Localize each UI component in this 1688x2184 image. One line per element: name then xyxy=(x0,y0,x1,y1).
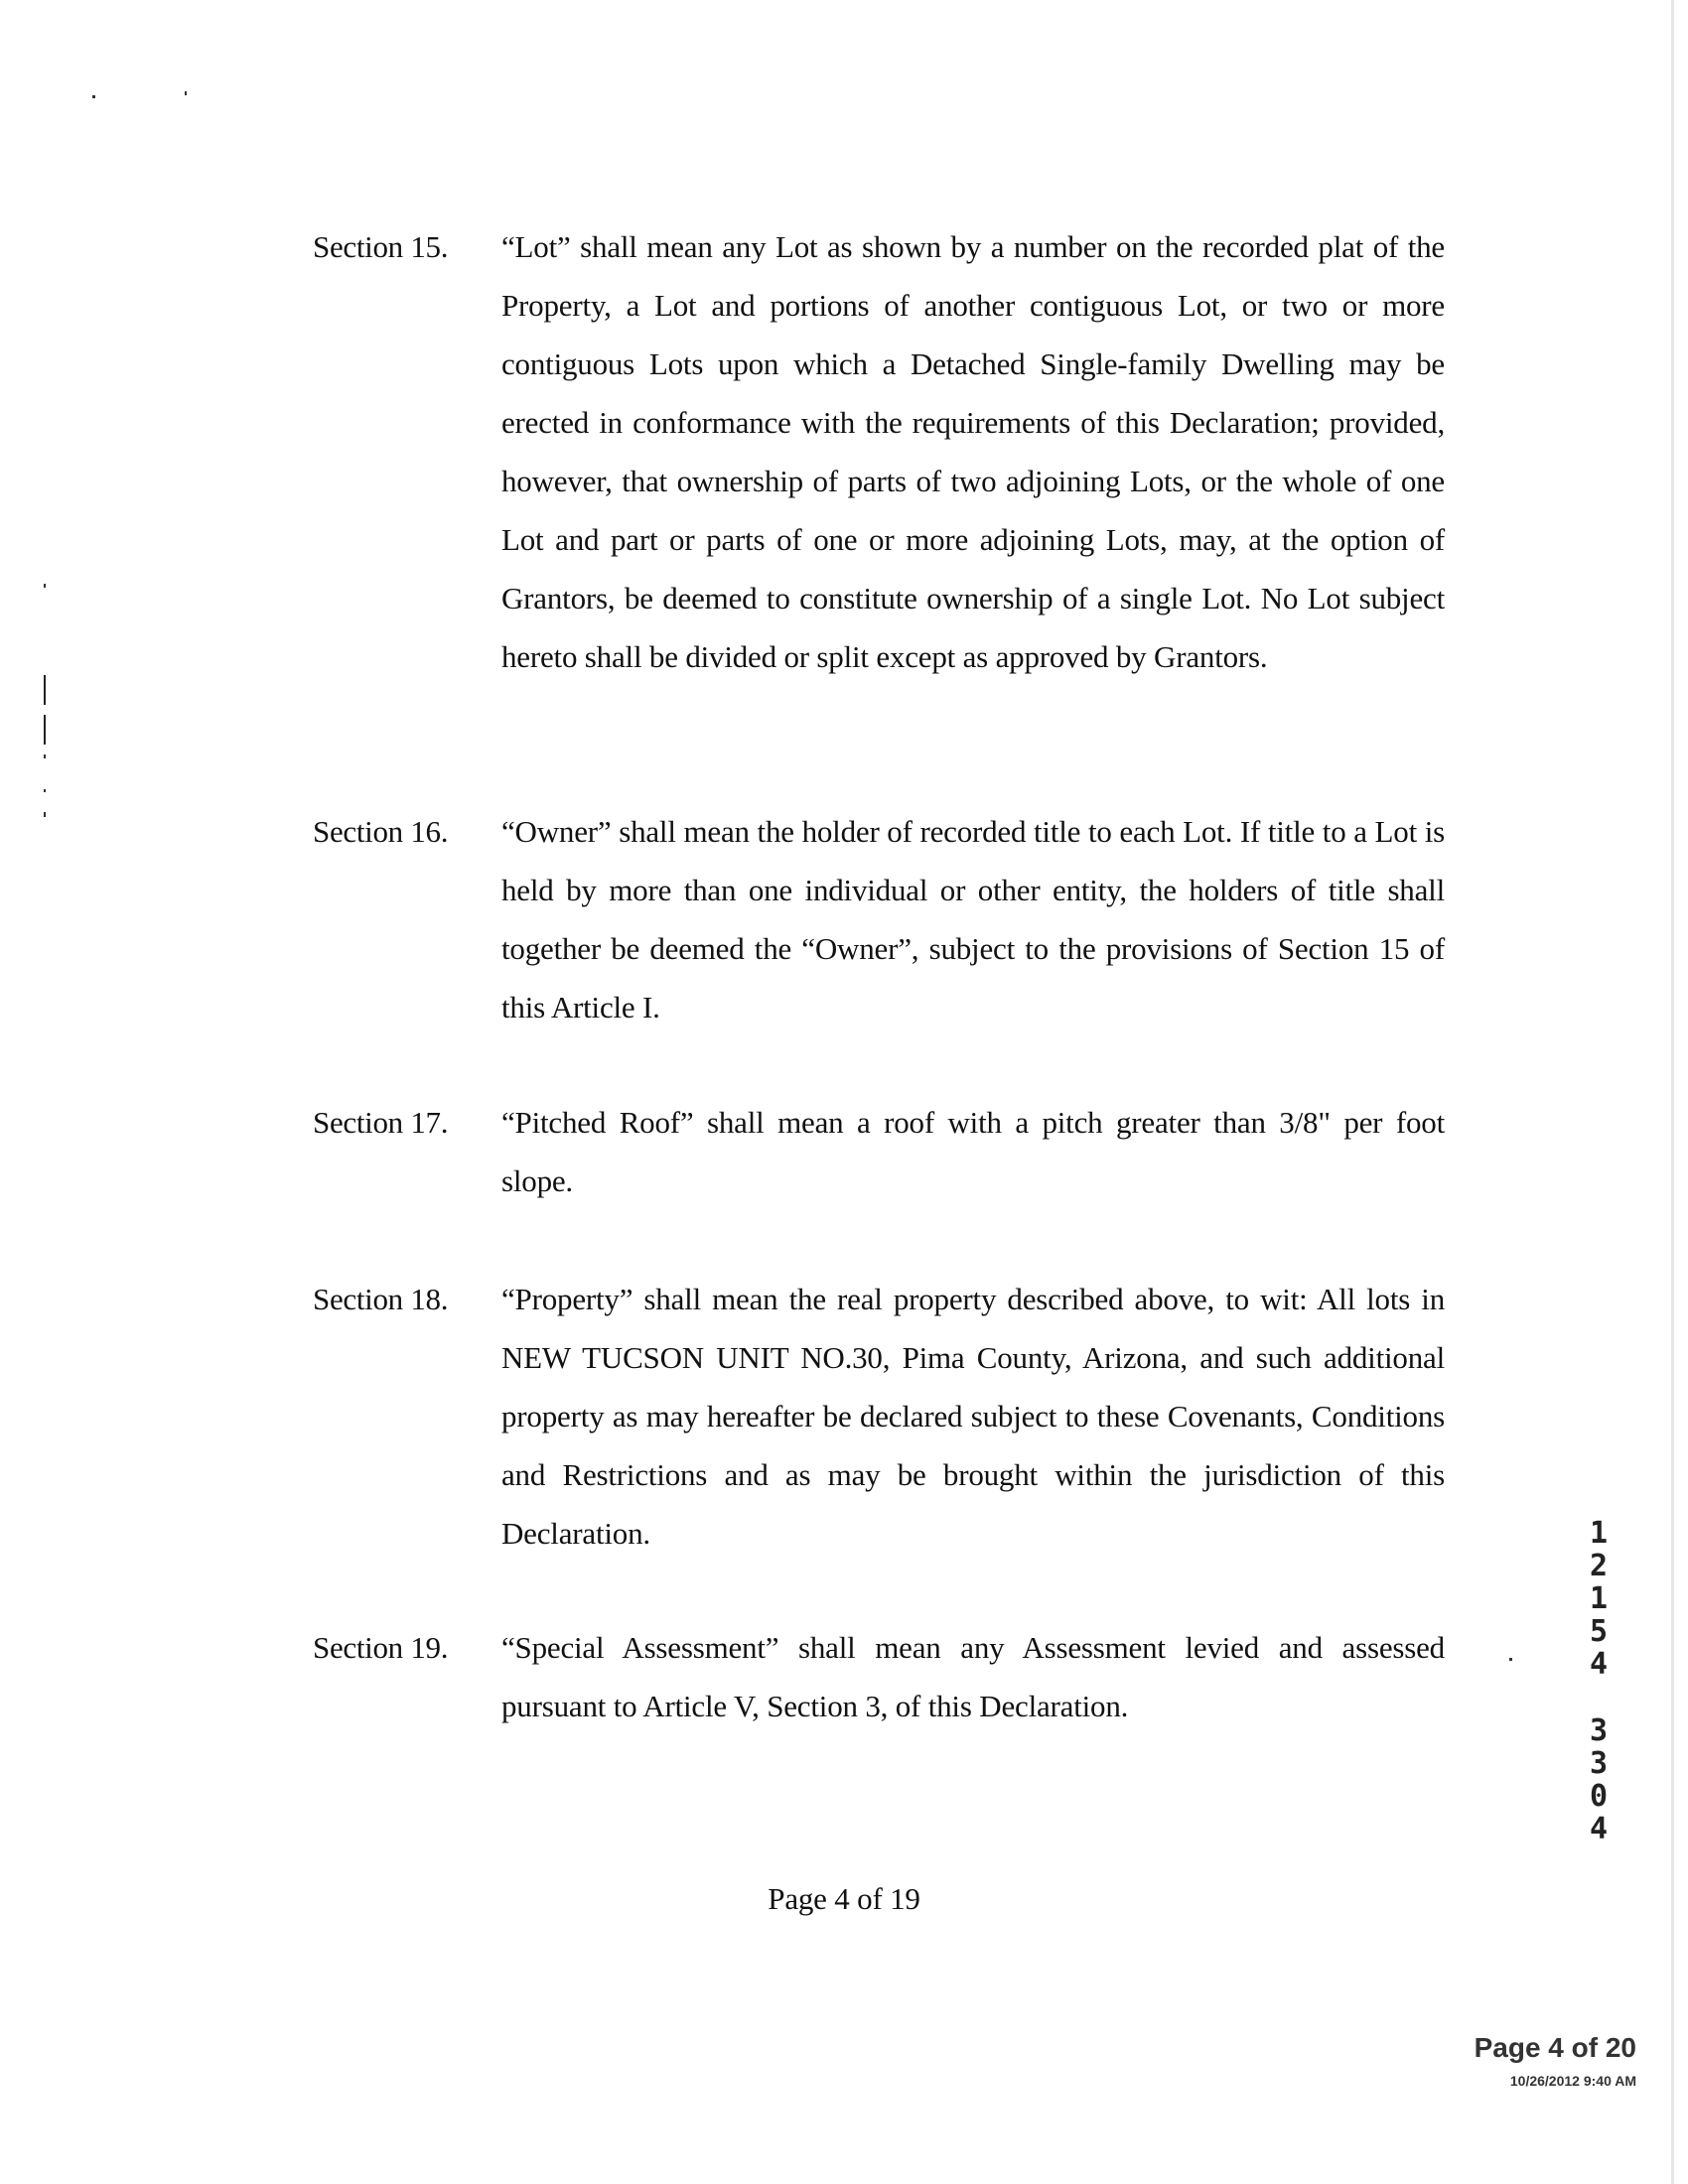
scan-mark xyxy=(44,715,46,745)
scan-speck xyxy=(44,584,46,588)
scan-speck xyxy=(44,789,46,792)
section-15 xyxy=(313,217,1445,753)
scan-edge xyxy=(1671,0,1674,2184)
section-label: Section 18. xyxy=(313,1282,449,1316)
scan-speck xyxy=(185,91,187,95)
scan-speck xyxy=(1509,1658,1512,1661)
scan-speck xyxy=(44,754,46,758)
section-16 xyxy=(313,802,1445,1040)
page-number-label: Page 4 of 19 xyxy=(768,1881,920,1916)
stamp-digit: 0 xyxy=(1589,1779,1609,1814)
stamp-digit: 1 xyxy=(1589,1516,1609,1551)
stamp-digit: 3 xyxy=(1589,1713,1609,1748)
scan-speck xyxy=(44,812,46,817)
section-label: Section 19. xyxy=(313,1630,449,1665)
stamp-digit: 4 xyxy=(1589,1647,1609,1682)
section-text: “Special Assessment” shall mean any Assessment levied and assessed pursuant to Article V, Section 3, of this Declaration. xyxy=(501,1630,1445,1723)
section-label: Section 16. xyxy=(313,814,449,849)
section-label: Section 17. xyxy=(313,1105,449,1140)
section-19 xyxy=(313,1618,1445,1737)
stamp-digit: 4 xyxy=(1589,1812,1609,1846)
section-text: “Property” shall mean the real property described above, to wit: All lots in NEW TUCSON UNIT NO.30, Pima County, Arizona, and such additional property as may hereafter be declared subject to these Covenants, Conditions and Restrictions and as may be brought within the jurisdiction of this Declaration. xyxy=(501,1282,1445,1551)
section-text: “Lot” shall mean any Lot as shown by a number on the recorded plat of the Property, a Lot and portions of another contiguous Lot, or two or more contiguous Lots upon which a Detached Single-family Dwelling may be erected in conformance with the requirements of this Declaration; provided, however, that ownership of parts of two adjoining Lots, or the whole of one Lot and part or parts of one or more adjoining Lots, may, at the option of Grantors, be deemed to constitute ownership of a single Lot. No Lot subject hereto shall be divided or split except as approved by Grantors. xyxy=(501,229,1445,674)
stamp-digit: 1 xyxy=(1589,1581,1609,1616)
page-number xyxy=(0,1881,1688,1917)
section-18 xyxy=(313,1270,1445,1568)
section-text: “Pitched Roof” shall mean a roof with a pitch greater than 3/8" per foot slope. xyxy=(501,1105,1445,1198)
section-17 xyxy=(313,1093,1445,1212)
recorder-timestamp: 10/26/2012 9:40 AM xyxy=(1509,2073,1636,2089)
scan-speck xyxy=(92,95,95,98)
stamp-digit: 5 xyxy=(1589,1614,1609,1649)
scan-mark xyxy=(44,675,46,705)
stamp-digit: 3 xyxy=(1589,1746,1609,1781)
recording-number-stamp-lower xyxy=(1569,1714,1628,1845)
section-text: “Owner” shall mean the holder of recorded title to each Lot. If title to a Lot is held by more than one individual or other entity, the holders of title shall together be deemed the “Owner”, subject to the provisions of Section 15 of this Article I. xyxy=(501,814,1445,1024)
recording-number-stamp xyxy=(1569,1517,1628,1681)
stamp-digit: 2 xyxy=(1589,1549,1609,1583)
section-label: Section 15. xyxy=(313,229,449,264)
recorder-page-number: Page 4 of 20 xyxy=(1474,2032,1636,2063)
